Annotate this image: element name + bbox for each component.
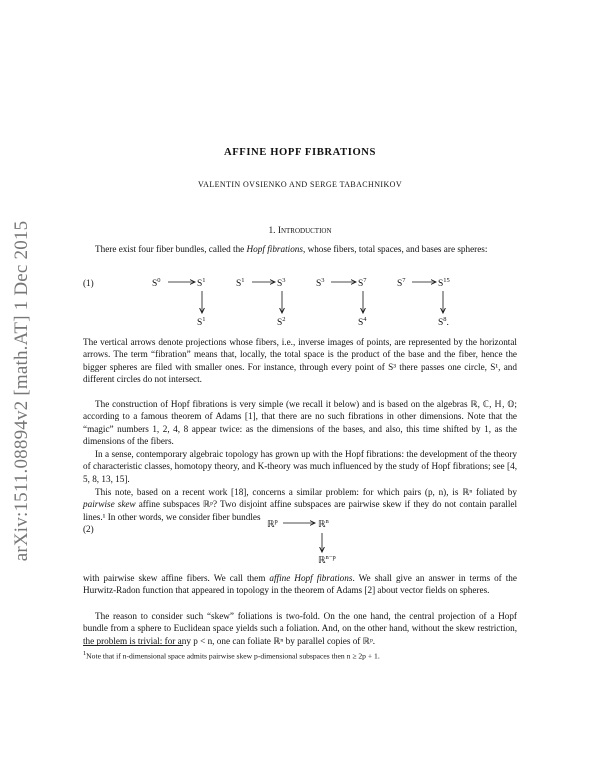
paragraph-5: This note, based on a recent work [18], concerns a similar problem: for which pairs (p, n), is ℝⁿ foliated by pairwise skew affine subspaces ℝᵖ? Two disjoint affine subspaces are pairwise skew if they do not contain parallel lines.¹ In other words, we consider fiber bundles xyxy=(83,487,518,522)
hopf-total-2: $S^3$ xyxy=(277,277,286,290)
section-name: Introduction xyxy=(277,226,332,236)
paragraph-7: The reason to consider such “skew” foliations is two-fold. On the one hand, the central projection of a Hopf bundle from a sphere to Euclidean space yields such a foliation. And, on the other hand, without the skew restriction, the problem is trivial: for any p < n, one can foliate ℝⁿ by parallel copies of ℝᵖ. xyxy=(83,611,517,646)
footnote-text: Note that if n-dimensional space admits pairwise skew p-dimensional subspaces then n ≥ 2p + 1. xyxy=(86,651,380,661)
footnote-rule xyxy=(83,645,183,646)
paragraph-1: There exist four fiber bundles, called the Hopf fibrations, whose fibers, total spaces, and bases are spheres: xyxy=(95,244,488,254)
paper-authors: VALENTIN OVSIENKO AND SERGE TABACHNIKOV xyxy=(198,180,402,189)
hopf-total-4: $S^{15}$ xyxy=(438,277,450,290)
hopf-total-3: $S^7$ xyxy=(358,277,367,290)
equation-1-label: (1) xyxy=(83,278,94,288)
affine-total: ℝ$^n$ xyxy=(318,518,329,531)
hopf-fiber-4: $S^7$ xyxy=(397,277,406,290)
paragraph-3: The construction of Hopf fibrations is very simple (we recall it below) and is based on the algebras ℝ, ℂ, ℍ, 𝕆; according to a famous theorem of Adams [1], that there are no such fibrations in other dimensions. Note that the “magic” numbers 1, 2, 4, 8 appear twice: as the dimensions of the bases, and also, this time shifted by 1, as the dimensions of the fibers. xyxy=(83,399,517,447)
paragraph-2: The vertical arrows denote projections whose fibers, i.e., inverse images of points, are represented by the horizontal arrows. The term “fibration” means that, locally, the total space is the product of the base and the fiber, hence the bigger spheres are filed with smaller ones. For instance, through every point of S³ there passes one circle, S¹, and different circles do not intersect. xyxy=(83,337,517,385)
hopf-fiber-1: $S^0$ xyxy=(152,277,161,290)
hopf-base-2: $S^2$ xyxy=(277,316,286,329)
equation-2-label: (2) xyxy=(83,524,94,534)
hopf-base-3: $S^4$ xyxy=(358,316,367,329)
footnote xyxy=(83,650,523,661)
hopf-fiber-3: $S^3$ xyxy=(316,277,325,290)
paper-title: AFFINE HOPF FIBRATIONS xyxy=(223,147,377,158)
paragraph-4: In a sense, contemporary algebraic topology has grown up with the Hopf fibrations: the development of the theory of characteristic classes, homotopy theory, and K-theory was much influenced by the study of Hopf fibrations; see [4, 5, 8, 13, 15]. xyxy=(83,449,517,484)
hopf-base-1: $S^1$ xyxy=(197,316,206,329)
hopf-total-1: $S^1$ xyxy=(197,277,206,290)
section-number: 1. xyxy=(268,226,276,236)
arxiv-id: arXiv:1511.08894v2 [math.AT] 1 Dec 2015 xyxy=(11,220,32,562)
footnote-mark: 1 xyxy=(83,650,87,657)
paragraph-6: with pairwise skew affine fibers. We call them affine Hopf fibrations. We shall give an answer in terms of the Hurwitz-Radon function that appeared in topology in the theorem of Adams [2] about vector fields on spheres. xyxy=(83,573,517,596)
affine-fiber: ℝ$^p$ xyxy=(267,518,278,531)
hopf-base-4: $S^8$. xyxy=(438,316,449,329)
affine-base: ℝ$^{n-p}$ xyxy=(318,554,336,567)
hopf-fiber-2: $S^1$ xyxy=(236,277,245,290)
